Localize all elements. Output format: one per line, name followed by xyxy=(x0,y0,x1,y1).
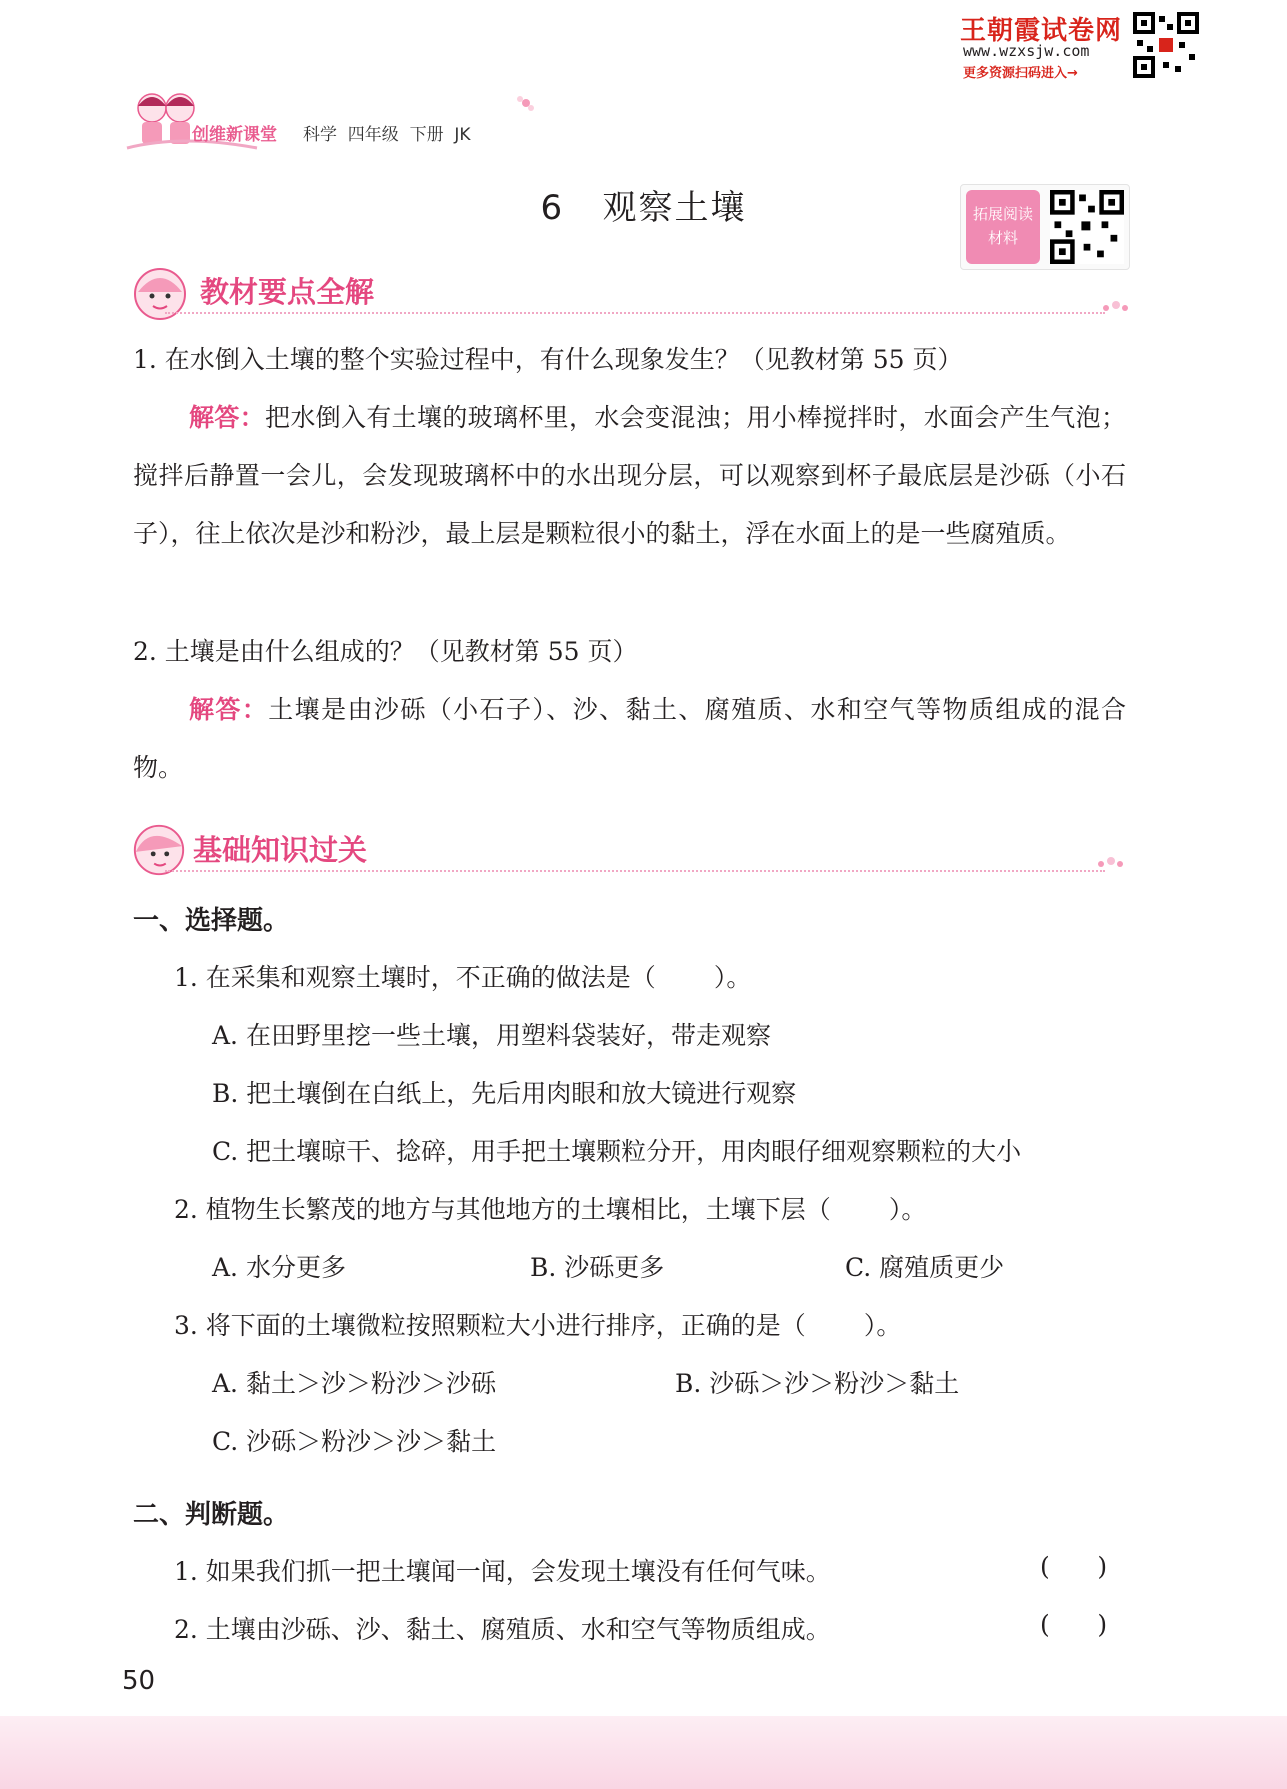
question-1: 1. 在水倒入土壤的整个实验过程中，有什么现象发生？（见教材第 55 页） xyxy=(133,345,963,374)
mc-question-1-stem: 1. 在采集和观察土壤时，不正确的做法是（ xyxy=(174,963,656,992)
answer-1 xyxy=(133,389,1126,563)
dots-decoration-icon-2 xyxy=(1095,856,1125,870)
mc-2-option-c: C. 腐殖质更少 xyxy=(845,1253,1005,1282)
site-tip: 更多资源扫码进入→ xyxy=(963,66,1078,81)
part-heading-judge: 二、判断题。 xyxy=(133,1500,290,1530)
mc-question-2-stem-end: ）。 xyxy=(888,1195,927,1224)
mc-2-option-b: B. 沙砾更多 xyxy=(530,1253,665,1282)
site-url[interactable]: www.wzxsjw.com xyxy=(963,42,1090,60)
mc-1-option-b: B. 把土壤倒在白纸上，先后用肉眼和放大镜进行观察 xyxy=(212,1079,797,1108)
mc-2-option-a: A. 水分更多 xyxy=(212,1253,346,1282)
mc-question-1 xyxy=(174,958,751,994)
lesson-title: 6 观察土壤 xyxy=(540,188,747,228)
mc-question-1-stem-end: ）。 xyxy=(713,963,752,992)
answer-2-text: 土壤是由沙砾（小石子）、沙、黏土、腐殖质、水和空气等物质组成的混合物。 xyxy=(133,695,1126,782)
part-heading-choice: 一、选择题。 xyxy=(133,906,290,936)
question-2: 2. 土壤是由什么组成的？（见教材第 55 页） xyxy=(133,637,638,666)
mc-3-option-a: A. 黏土＞沙＞粉沙＞沙砾 xyxy=(212,1369,496,1398)
mc-1-option-a: A. 在田野里挖一些土壤，用塑料袋装好，带走观察 xyxy=(212,1021,771,1050)
tf-1-answer-paren[interactable]: ( ) xyxy=(1040,1552,1108,1581)
bottom-decorative-band xyxy=(0,1716,1287,1789)
flower-decoration-icon xyxy=(515,92,537,114)
tf-2-answer-paren[interactable]: ( ) xyxy=(1040,1610,1108,1639)
section-divider-2 xyxy=(165,870,1105,872)
page-number: 50 xyxy=(122,1666,156,1696)
answer-2-label: 解答： xyxy=(189,695,269,724)
site-qr-code-icon[interactable] xyxy=(1133,12,1199,78)
tf-question-2: 2. 土壤由沙砾、沙、黏土、腐殖质、水和空气等物质组成。 xyxy=(174,1615,831,1644)
tf-question-1: 1. 如果我们抓一把土壤闻一闻，会发现土壤没有任何气味。 xyxy=(174,1557,831,1586)
extend-reading-line2: 材料 xyxy=(987,229,1018,247)
mc-1-option-c: C. 把土壤晾干、捻碎，用手把土壤颗粒分开，用肉眼仔细观察颗粒的大小 xyxy=(212,1137,1022,1166)
dots-decoration-icon xyxy=(1100,300,1130,314)
mc-question-3 xyxy=(174,1306,901,1342)
brand-name: 创维新课堂 xyxy=(192,125,277,145)
extend-reading-line1: 拓展阅读 xyxy=(972,205,1033,223)
section-title-basic-knowledge: 基础知识过关 xyxy=(193,833,368,867)
mc-3-option-c: C. 沙砾＞粉沙＞沙＞黏土 xyxy=(212,1427,497,1456)
mc-question-3-stem-end: ）。 xyxy=(863,1311,902,1340)
book-info: 科学 四年级 下册 JK xyxy=(303,125,471,145)
section-title-key-points: 教材要点全解 xyxy=(200,275,375,309)
answer-1-label: 解答： xyxy=(189,403,265,432)
answer-1-text: 把水倒入有土壤的玻璃杯里，水会变混浊；用小棒搅拌时，水面会产生气泡；搅拌后静置一会儿，会发现玻璃杯中的水出现分层，可以观察到杯子最底层是沙砾（小石子），往上依次是沙和粉沙，最上层是颗粒很小的黏土，浮在水面上的是一些腐殖质。 xyxy=(133,403,1126,548)
site-name: 王朝霞试卷网 xyxy=(960,16,1123,46)
extend-reading-qr-code-icon[interactable] xyxy=(1050,190,1124,264)
section-divider xyxy=(165,312,1105,314)
extend-reading-button[interactable] xyxy=(966,190,1040,264)
mc-question-3-stem: 3. 将下面的土壤微粒按照颗粒大小进行排序，正确的是（ xyxy=(174,1311,806,1340)
mc-question-2-stem: 2. 植物生长繁茂的地方与其他地方的土壤相比，土壤下层（ xyxy=(174,1195,831,1224)
mc-question-2 xyxy=(174,1190,926,1226)
answer-2 xyxy=(133,681,1126,797)
mc-3-option-b: B. 沙砾＞沙＞粉沙＞黏土 xyxy=(675,1369,960,1398)
